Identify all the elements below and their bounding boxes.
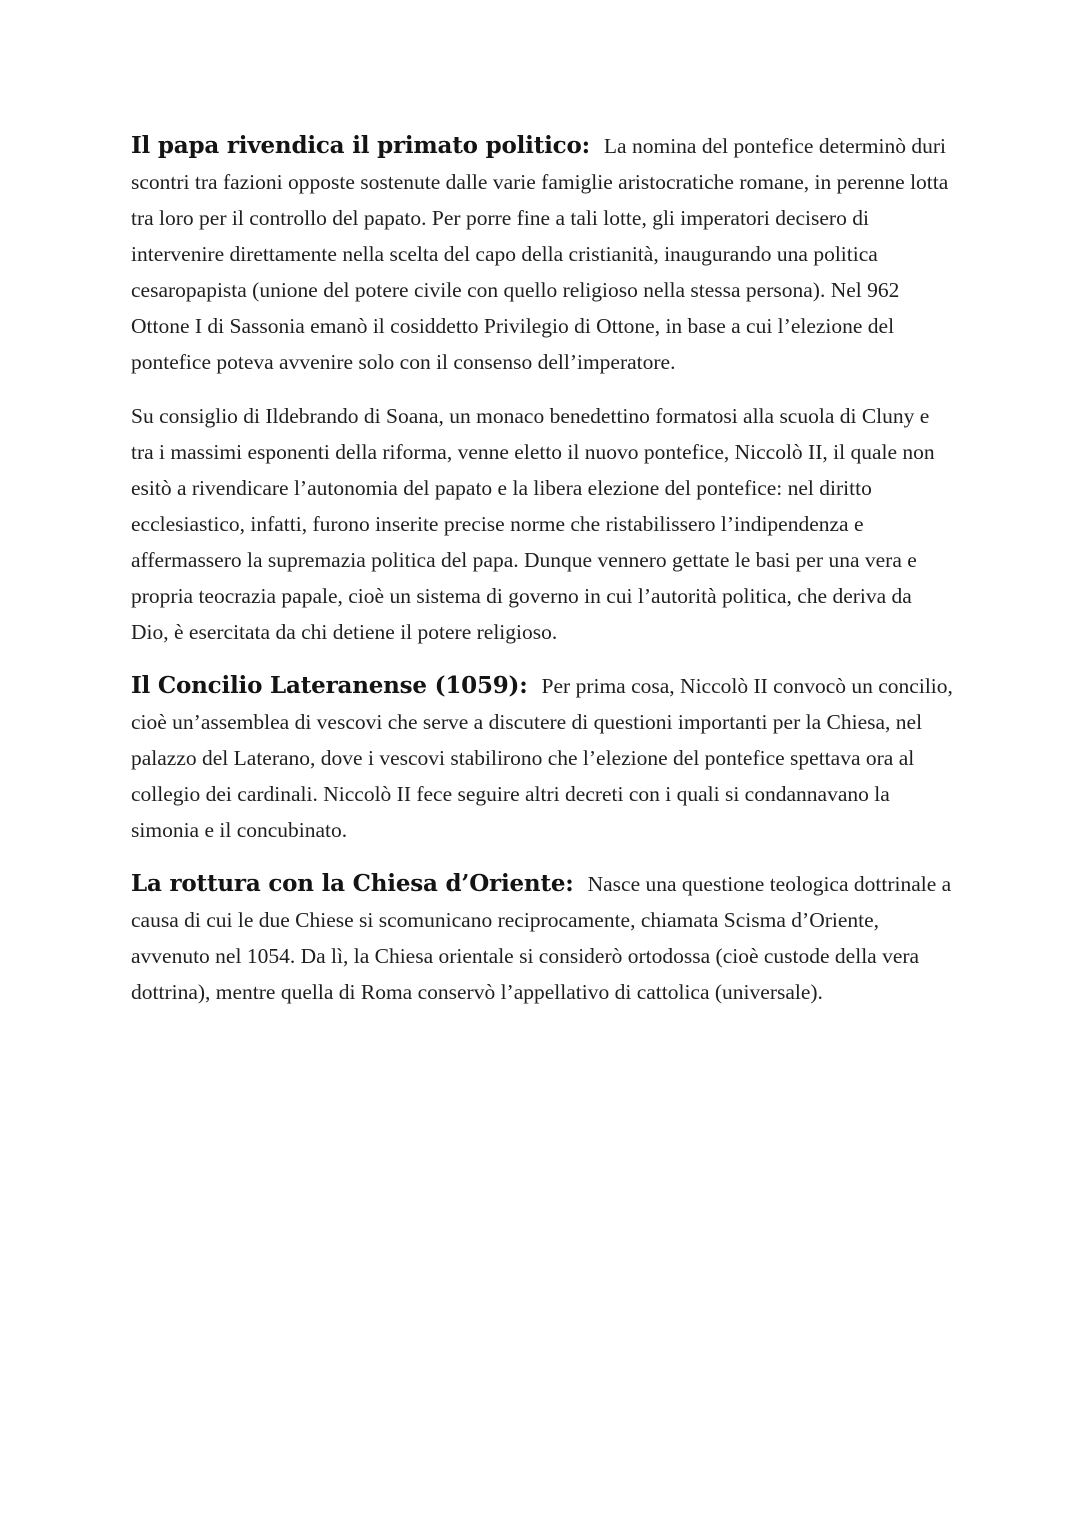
section-papa-primato — [131, 128, 953, 380]
section-heading: Il papa rivendica il primato politico: — [131, 132, 590, 159]
section-heading: La rottura con la Chiesa d’Oriente: — [131, 870, 574, 897]
section-body: La nomina del pontefice determinò duri scontri tra fazioni opposte sostenute dalle varie famiglie aristocratiche romane, in perenne lotta tra loro per il controllo del papato. Per porre fine a tali lotte, gli imperatori decisero di intervenire direttamente nella scelta del capo della cristianità, inaugurando una politica cesaropapista (unione del potere civile con quello religioso nella stessa persona). Nel 962 Ottone I di Sassonia emanò il cosiddetto Privilegio di Ottone, in base a cui l’elezione del pontefice poteva avvenire solo con il consenso dell’imperatore. — [131, 134, 949, 374]
section-body: Su consiglio di Ildebrando di Soana, un monaco benedettino formatosi alla scuola di Cluny e tra i massimi esponenti della riforma, venne eletto il nuovo pontefice, Niccolò II, il quale non esitò a rivendicare l’autonomia del papato e la libera elezione del pontefice: nel diritto ecclesiastico, infatti, furono inserite precise norme che ristabilissero l’indipendenza e affermassero la supremazia politica del papa. Dunque vennero gettate le basi per una vera e propria teocrazia papale, cioè un sistema di governo in cui l’autorità politica, che deriva da Dio, è esercitata da chi detiene il potere religioso. — [131, 404, 935, 644]
section-body: Nasce una questione teologica dottrinale a causa di cui le due Chiese si scomunicano reciprocamente, chiamata Scisma d’Oriente, avvenuto nel 1054. Da lì, la Chiesa orientale si considerò ortodossa (cioè custode della vera dottrina), mentre quella di Roma conservò l’appellativo di cattolica (universale). — [131, 872, 952, 1004]
section-rottura-oriente — [131, 866, 953, 1010]
section-ildebrando — [131, 398, 953, 650]
section-heading: Il Concilio Lateranense (1059): — [131, 672, 528, 699]
section-body: Per prima cosa, Niccolò II convocò un concilio, cioè un’assemblea di vescovi che serve a discutere di questioni importanti per la Chiesa, nel palazzo del Laterano, dove i vescovi stabilirono che l’elezione del pontefice spettava ora al collegio dei cardinali. Niccolò II fece seguire altri decreti con i quali si condannavano la simonia e il concubinato. — [131, 674, 953, 842]
section-concilio-lateranense — [131, 668, 953, 848]
document-page — [131, 128, 953, 1010]
